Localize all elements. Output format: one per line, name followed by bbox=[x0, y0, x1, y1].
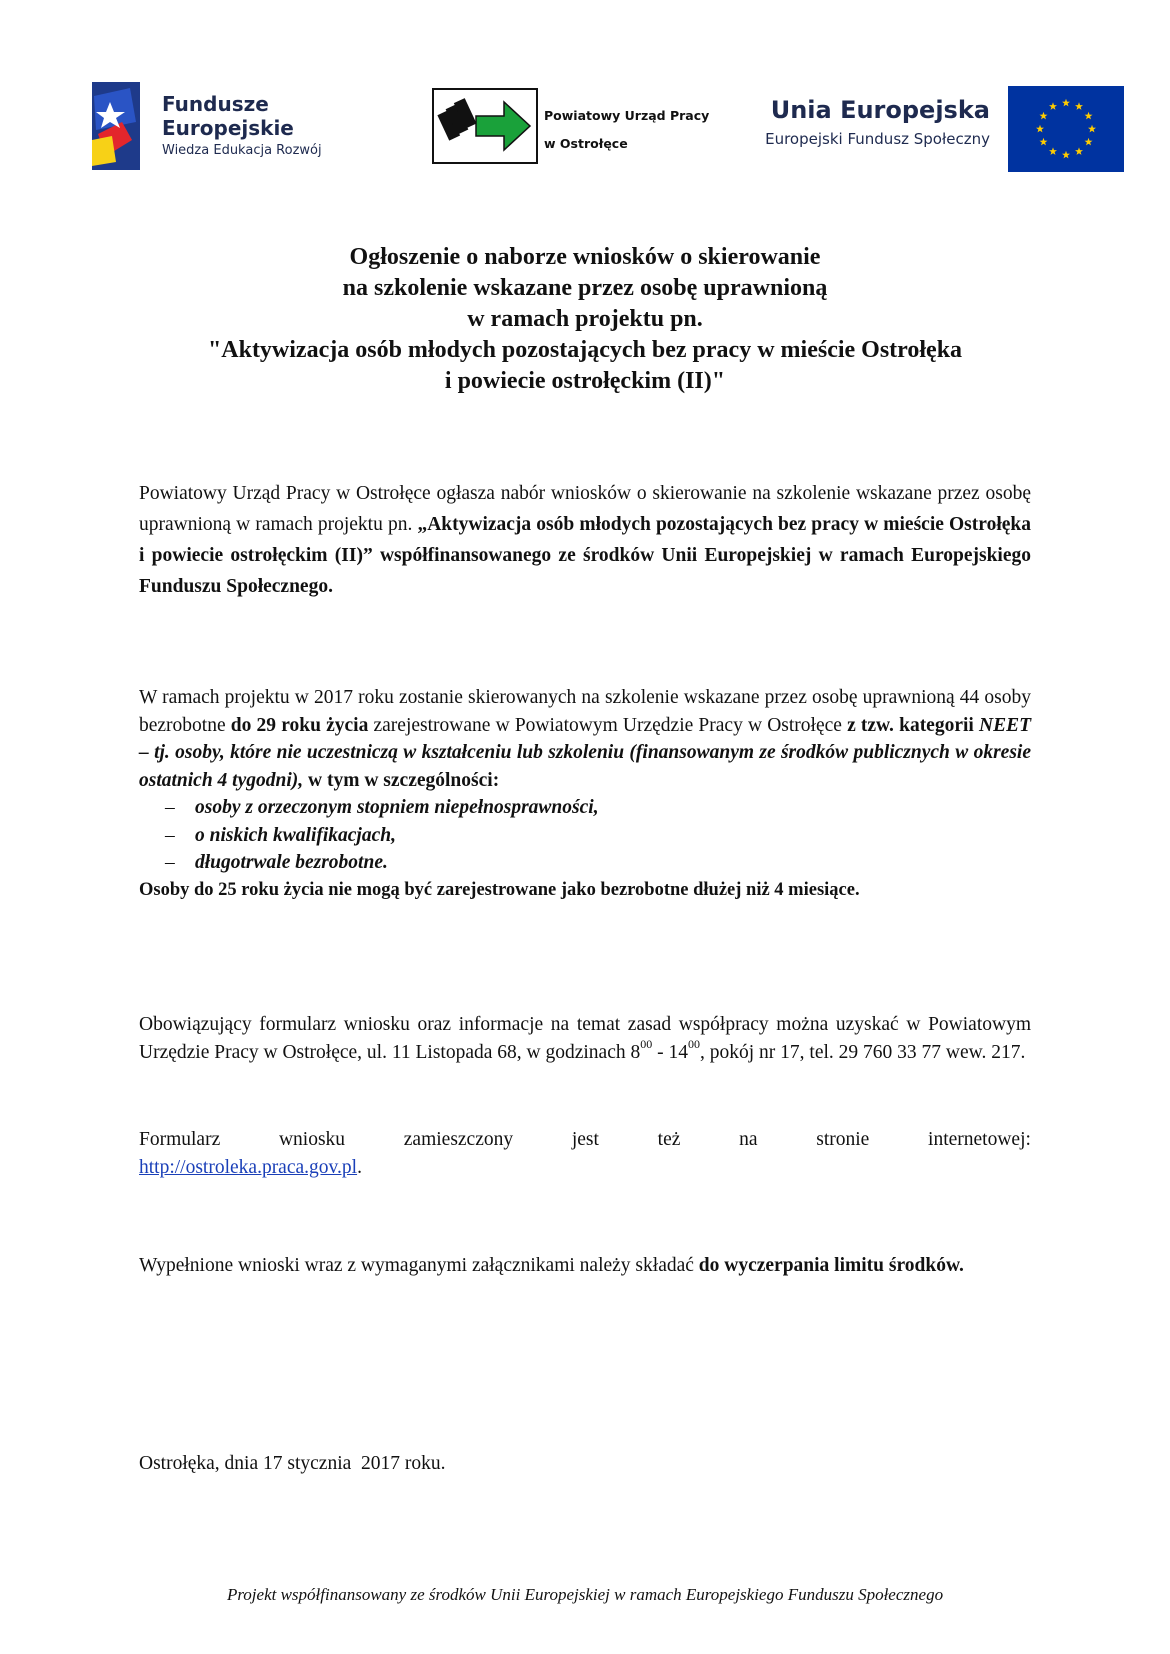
p4-word: też bbox=[657, 1129, 681, 1150]
p2-body bbox=[139, 684, 1031, 794]
p2-bold-age: do 29 roku życia bbox=[230, 714, 369, 736]
fundusze-europejskie-logo-icon bbox=[92, 82, 140, 170]
page-footer: Projekt współfinansowany ze środków Unii Europejskiej w ramach Europejskiego Funduszu Społecznego bbox=[226, 1585, 944, 1604]
title-line-3: w ramach projektu pn. bbox=[467, 306, 703, 332]
paragraph-submission bbox=[139, 1250, 1031, 1281]
p2-text-1: W ramach projektu w 2017 roku zostanie skierowanych na szkolenie wskazane przez osobę uprawnioną 44 osoby bezrobotne bbox=[139, 687, 1031, 736]
p4-word: na bbox=[739, 1129, 758, 1150]
paragraph-project-details bbox=[139, 684, 1031, 904]
title-line-2: na szkolenie wskazane przez osobę uprawnioną bbox=[342, 275, 828, 301]
p3-hour-start-sup: 00 bbox=[640, 1037, 653, 1051]
document-title bbox=[110, 242, 1060, 397]
fe-logo-line2: Europejskie bbox=[162, 116, 294, 140]
pup-logo-line2: w Ostrołęce bbox=[544, 136, 628, 151]
list-item bbox=[165, 794, 1031, 822]
p3-text-2: - 14 bbox=[652, 1041, 688, 1063]
document-date: Ostrołęka, dnia 17 stycznia 2017 roku. bbox=[139, 1453, 446, 1474]
p4-word: zamieszczony bbox=[403, 1129, 514, 1150]
p3-text-3: , pokój nr 17, tel. 29 760 33 77 wew. 217. bbox=[700, 1041, 1026, 1063]
list-item-text: o niskich kwalifikacjach, bbox=[195, 824, 396, 846]
list-item-text: osoby z orzeczonym stopniem niepełnosprawności, bbox=[195, 797, 599, 818]
p3-text-1: Obowiązujący formularz wniosku oraz informacje na temat zasad współpracy można uzyskać w Powiatowym Urzędzie Pracy w Ostrołęce, ul. 11 Listopada 68, w godzinach 8 bbox=[139, 1014, 1031, 1063]
paragraph-announcement bbox=[139, 478, 1031, 602]
p3-hour-end-sup: 00 bbox=[688, 1037, 700, 1051]
dash-bullet: – bbox=[165, 824, 175, 846]
dash-bullet: – bbox=[165, 797, 175, 818]
age-registration-note: Osoby do 25 roku życia nie mogą być zarejestrowane jako bezrobotne dłużej niż 4 miesiące. bbox=[139, 879, 860, 900]
eu-logo-line2: Europejski Fundusz Społeczny bbox=[765, 130, 990, 148]
p4-word: internetowej: bbox=[928, 1129, 1031, 1150]
p4-first-line bbox=[139, 1126, 1031, 1154]
website-link[interactable]: http://ostroleka.praca.gov.pl bbox=[139, 1156, 358, 1178]
pup-logo-line1: Powiatowy Urząd Pracy bbox=[544, 108, 710, 123]
p2-text-2: zarejestrowane w Powiatowym Urzędzie Pracy w Ostrołęce bbox=[368, 714, 848, 736]
p5-text: Wypełnione wnioski wraz z wymaganymi załącznikami należy składać bbox=[139, 1255, 699, 1276]
title-line-5: i powiecie ostrołęckim (II)" bbox=[444, 368, 726, 394]
eu-logo bbox=[740, 86, 1130, 172]
p2-neet-definition: NEET – tj. osoby, które nie uczestniczą w kształceniu lub szkoleniu (finansowanym ze środków publicznych w okresie ostatnich 4 tygodni), bbox=[139, 714, 1032, 791]
p4-word: stronie bbox=[816, 1129, 870, 1150]
list-item-text: długotrwale bezrobotne. bbox=[195, 852, 388, 873]
fe-logo-line3: Wiedza Edukacja Rozwój bbox=[162, 143, 322, 158]
title-line-1: Ogłoszenie o naborze wniosków o skierowanie bbox=[349, 244, 821, 270]
fundusze-europejskie-logo bbox=[92, 82, 372, 172]
p1-bold-project-name: „Aktywizacja osób młodych pozostających bez pracy w mieście Ostrołęka i powiecie ostrołęckim (II)” współfinansowanego ze środków Unii Europejskiej w ramach Europejskiego Funduszu Społecznego. bbox=[139, 514, 1031, 597]
fe-logo-line1: Fundusze bbox=[162, 92, 269, 116]
paragraph-contact-info bbox=[139, 1011, 1031, 1066]
p4-period: . bbox=[357, 1156, 362, 1178]
p4-second-line bbox=[139, 1154, 1031, 1182]
p2-bold-category: z tzw. kategorii bbox=[847, 714, 979, 736]
p1-text: Powiatowy Urząd Pracy w Ostrołęce ogłasza nabór wniosków o skierowanie na szkolenie wskazane przez osobę uprawnioną w ramach projektu pn. bbox=[139, 483, 1031, 535]
p4-word: jest bbox=[571, 1129, 599, 1150]
pup-logo bbox=[432, 88, 732, 168]
paragraph-form-website bbox=[139, 1126, 1031, 1181]
p5-bold-limit: do wyczerpania limitu środków. bbox=[698, 1255, 964, 1276]
list-item bbox=[165, 822, 1031, 850]
p2-bold-in-particular: w tym w szczególności: bbox=[303, 769, 500, 791]
dash-bullet: – bbox=[165, 852, 175, 873]
eu-logo-line1: Unia Europejska bbox=[770, 96, 990, 124]
list-item bbox=[165, 849, 1031, 877]
p4-word: wniosku bbox=[278, 1129, 346, 1150]
target-groups-list bbox=[139, 794, 1031, 877]
eu-flag-icon bbox=[1008, 86, 1124, 172]
pup-arrow-logo-icon bbox=[434, 90, 536, 162]
p4-word: Formularz bbox=[139, 1129, 221, 1150]
pup-logo-box bbox=[432, 88, 538, 164]
title-line-4: "Aktywizacja osób młodych pozostających bez pracy w mieście Ostrołęka bbox=[207, 337, 963, 363]
